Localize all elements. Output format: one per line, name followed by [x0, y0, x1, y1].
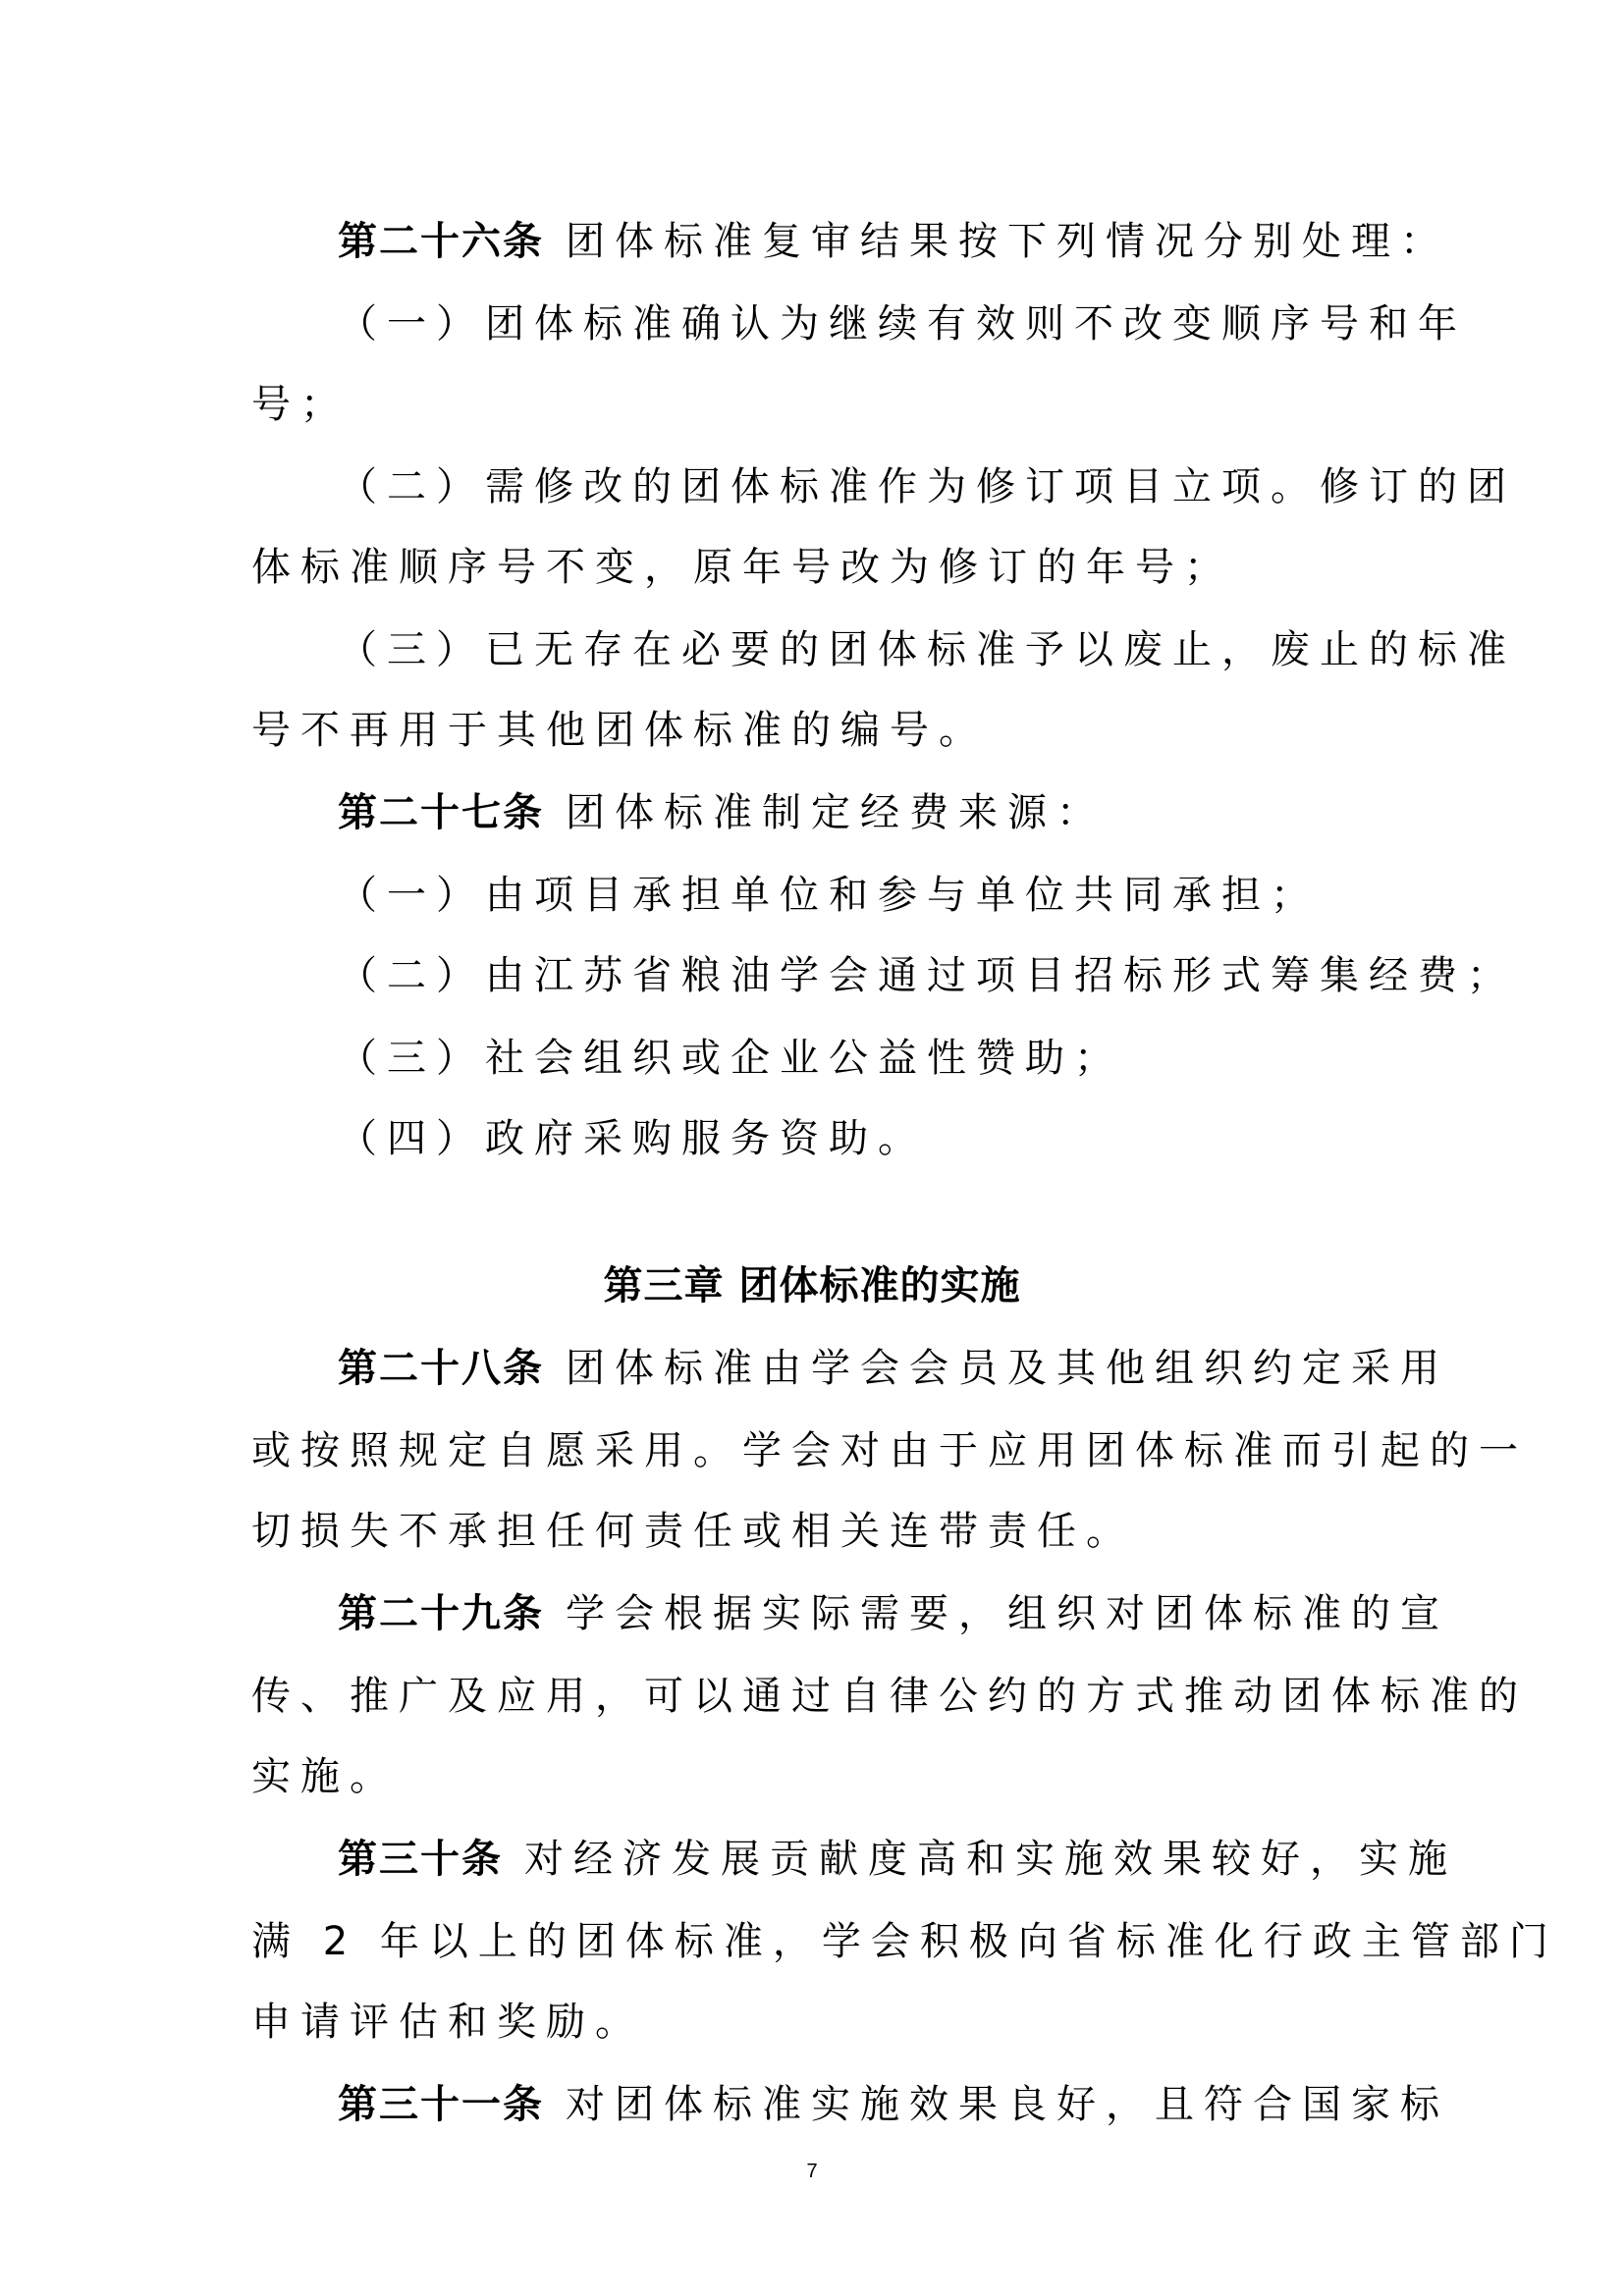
article-26-item-2-line-1: （二）需修改的团体标准作为修订项目立项。修订的团 — [338, 464, 1516, 509]
article-26-item-2-line-2: 体标准顺序号不变，原年号改为修订的年号； — [251, 545, 1233, 590]
page-number: 7 — [806, 2161, 818, 2182]
article-29-text-1: 学会根据实际需要，组织对团体标准的宣 — [566, 1591, 1449, 1636]
article-26-item-3-line-1: （三）已无存在必要的团体标准予以废止，废止的标准 — [338, 627, 1516, 672]
article-28-text-1: 团体标准由学会会员及其他组织约定采用 — [566, 1346, 1449, 1391]
article-28-line-3: 切损失不承担任何责任或相关连带责任。 — [251, 1509, 1135, 1554]
article-26-item-3-line-2: 号不再用于其他团体标准的编号。 — [251, 708, 988, 753]
article-30-heading: 第三十条 — [338, 1837, 503, 1882]
article-27-item-1: （一）由项目承担单位和参与单位共同承担； — [338, 873, 1320, 918]
article-28-line-1 — [338, 1346, 1449, 1391]
article-30-line-2: 满 2 年以上的团体标准，学会积极向省标准化行政主管部门 — [251, 1919, 1558, 1964]
article-31-heading: 第三十一条 — [338, 2082, 544, 2127]
article-27-text: 团体标准制定经费来源： — [566, 790, 1106, 835]
article-26-heading: 第二十六条 — [338, 219, 544, 264]
article-27 — [338, 791, 1380, 834]
article-27-heading: 第二十七条 — [338, 790, 544, 835]
article-27-item-4: （四）政府采购服务资助。 — [338, 1116, 927, 1161]
article-31-text-1: 对团体标准实施效果良好，且符合国家标 — [566, 2082, 1449, 2127]
article-26 — [338, 219, 1449, 264]
article-26-text: 团体标准复审结果按下列情况分别处理： — [566, 219, 1449, 264]
article-26-item-1-line-1: （一）团体标准确认为继续有效则不改变顺序号和年 — [338, 301, 1467, 347]
article-29-line-1 — [338, 1591, 1449, 1636]
article-29-heading: 第二十九条 — [338, 1591, 544, 1636]
article-28-heading: 第二十八条 — [338, 1346, 544, 1391]
article-30-line-3: 申请评估和奖励。 — [251, 2000, 644, 2045]
article-29-line-3: 实施。 — [251, 1754, 399, 1799]
article-28-line-2: 或按照规定自愿采用。学会对由于应用团体标准而引起的一 — [251, 1428, 1528, 1473]
article-30-line-1 — [338, 1837, 1457, 1882]
article-27-item-2: （二）由江苏省粮油学会通过项目招标形式筹集经费； — [338, 953, 1516, 998]
article-31-line-1 — [338, 2082, 1449, 2127]
chapter-3-title: 第三章 团体标准的实施 — [603, 1263, 1021, 1308]
article-30-text-1: 对经济发展贡献度高和实施效果较好，实施 — [524, 1837, 1457, 1882]
article-26-item-1-line-2: 号； — [251, 382, 350, 427]
article-29-line-2: 传、推广及应用，可以通过自律公约的方式推动团体标准的 — [251, 1674, 1528, 1719]
article-27-item-3: （三）社会组织或企业公益性赞助； — [338, 1036, 1123, 1081]
